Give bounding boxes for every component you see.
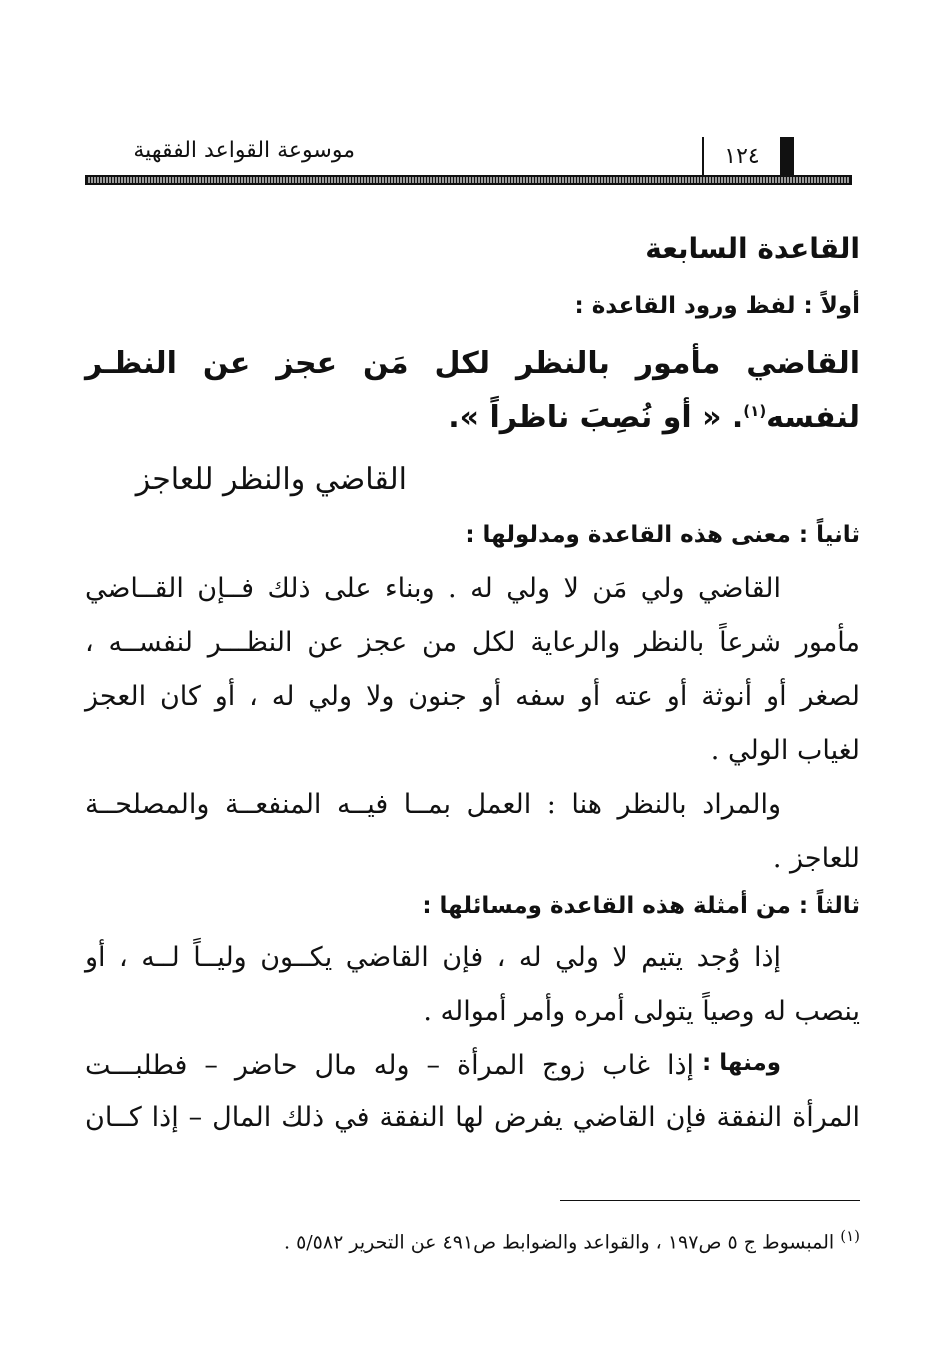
- footnote-marker: (١): [840, 1227, 860, 1245]
- running-header-title: موسوعة القواعد الفقهية: [133, 138, 355, 163]
- footnote: [284, 1227, 860, 1253]
- section-2-p1-line-2: مأمور شرعاً بالنظر والرعاية لكل من عجز عن النظـــر لنفســه ،: [85, 627, 860, 658]
- header-rule: [85, 175, 852, 185]
- section-3-p1-line-2: ينصب له وصياً يتولى أمره وأمر أمواله .: [423, 996, 860, 1027]
- example-label: ومنها :: [702, 1050, 781, 1076]
- section-2-p2-line-2: للعاجز .: [772, 843, 860, 874]
- footnote-rule: [560, 1200, 860, 1201]
- page-number: ١٢٤: [724, 144, 760, 169]
- section-3-p2-line-1: [85, 1050, 781, 1081]
- section-2-p1-line-3: لصغر أو أنوثة أو عته أو سفه أو جنون ولا ولي له ، أو كان العجز: [85, 681, 860, 712]
- section-2-p2-line-1: والمراد بالنظر هنا : العمل بمــا فيــه المنفعــة والمصلحــة: [85, 789, 781, 820]
- footnote-ref: (١): [743, 402, 767, 420]
- section-2-p1-line-1: القاضي ولي مَن لا ولي له . وبناء على ذلك فــإن القــاضي: [85, 573, 781, 604]
- section-3-p2-line-2: المرأة النفقة فإن القاضي يفرض لها النفقة في ذلك المال – إذا كــان: [85, 1102, 860, 1133]
- section-3-label: ثالثاً : من أمثلة هذه القاعدة ومسائلها :: [422, 893, 860, 919]
- footnote-text: المبسوط ج ٥ ص١٩٧ ، والقواعد والضوابط ص٤٩١ عن التحرير ٥/٥٨٢ .: [283, 1231, 835, 1254]
- section-2-p1-line-4: لغياب الولي .: [710, 735, 860, 766]
- section-3-p2-line-1-text: إذا غاب زوج المرأة – وله مال حاضر – فطلبـــت: [85, 1050, 695, 1081]
- section-1-label: أولاً : لفظ ورود القاعدة :: [574, 293, 860, 319]
- rule-text-line-1: القاضي مأمور بالنظر لكل مَن عجز عن النظـر: [85, 346, 860, 381]
- rule-text-line-2: [448, 400, 860, 435]
- rule-heading: القاعدة السابعة: [645, 232, 860, 265]
- section-3-p1-line-1: إذا وُجد يتيم لا ولي له ، فإن القاضي يكــون وليــاً لــه ، أو: [85, 942, 781, 973]
- rule-text-line-2-end: . « أو نُصِبَ ناظراً ».: [448, 400, 744, 435]
- section-2-label: ثانياً : معنى هذه القاعدة ومدلولها :: [465, 522, 860, 548]
- rule-subtitle: القاضي والنظر للعاجز: [135, 462, 407, 497]
- rule-text-line-2-start: لنفسه: [766, 400, 860, 435]
